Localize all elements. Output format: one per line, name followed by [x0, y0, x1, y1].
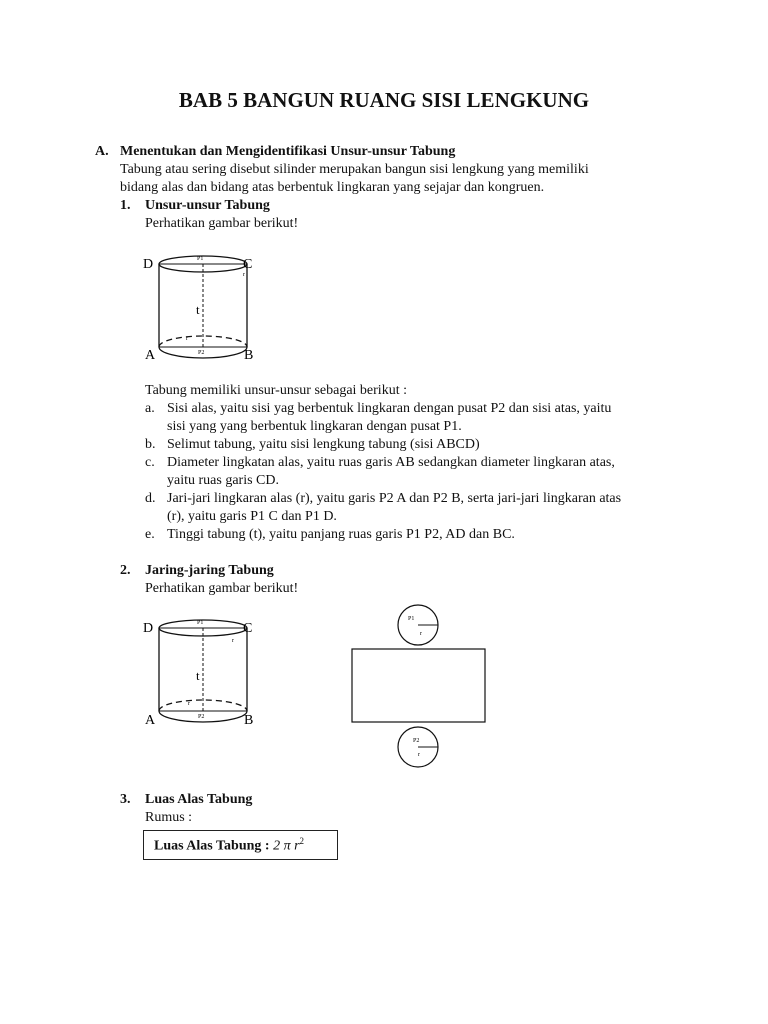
label-r-bottom-2: r	[188, 701, 190, 707]
label-p1-1: P1	[197, 256, 204, 262]
label-t-2: t	[196, 668, 200, 683]
formula-exponent: 2	[299, 836, 305, 846]
label-a-1: A	[145, 348, 156, 363]
formula	[154, 836, 304, 855]
sub1-heading: Unsur-unsur Tabung	[145, 198, 270, 213]
item-c-marker: c.	[145, 455, 155, 470]
page-title: BAB 5 BANGUN RUANG SISI LENGKUNG	[178, 88, 590, 112]
net-label-p2: P2	[413, 738, 420, 744]
label-r-top-2: r	[232, 638, 234, 644]
cylinder-net-figure	[350, 603, 490, 773]
label-t-1: t	[196, 302, 200, 317]
section-a-marker: A.	[95, 144, 109, 159]
item-b-marker: b.	[145, 437, 156, 452]
label-d-1: D	[143, 257, 154, 272]
formula-label: Luas Alas Tabung :	[154, 838, 270, 854]
item-a-line2: sisi yang yang berbentuk lingkaran dengan pusat P1.	[167, 419, 462, 434]
net-rectangle	[352, 649, 485, 722]
sub1-elements-intro: Tabung memiliki unsur-unsur sebagai berikut :	[145, 383, 407, 398]
label-d-2: D	[143, 621, 154, 636]
net-label-r-top: r	[420, 631, 422, 637]
sub2-heading: Jaring-jaring Tabung	[145, 563, 274, 578]
label-p2-2: P2	[198, 714, 205, 720]
sub3-note: Rumus :	[145, 810, 193, 825]
sub1-note: Perhatikan gambar berikut!	[145, 216, 299, 231]
label-r-bottom-1: r	[186, 336, 188, 342]
cylinder-figure-2	[140, 614, 270, 729]
sub2-number: 2.	[120, 563, 131, 578]
label-b-1: B	[244, 348, 254, 363]
item-a-marker: a.	[145, 401, 155, 416]
item-e-line1: Tinggi tabung (t), yaitu panjang ruas garis P1 P2, AD dan BC.	[167, 527, 515, 542]
label-r-top-1: r	[243, 272, 245, 278]
sub3-number: 3.	[120, 792, 131, 807]
item-b-line1: Selimut tabung, yaitu sisi lengkung tabung (sisi ABCD)	[167, 437, 480, 452]
item-e-marker: e.	[145, 527, 155, 542]
formula-expression: 2 π r	[273, 838, 300, 854]
item-c-line2: yaitu ruas garis CD.	[167, 473, 279, 488]
item-d-marker: d.	[145, 491, 156, 506]
label-p1-2: P1	[197, 620, 204, 626]
item-c-line1: Diameter lingkatan alas, yaitu ruas garis AB sedangkan diameter lingkaran atas,	[167, 455, 615, 470]
item-d-line1: Jari-jari lingkaran alas (r), yaitu garis P2 A dan P2 B, serta jari-jari lingkaran atas	[167, 491, 622, 506]
section-a-intro-1: Tabung atau sering disebut silinder merupakan bangun sisi lengkung yang memiliki	[120, 162, 589, 177]
label-c-1: C	[243, 257, 253, 272]
sub1-number: 1.	[120, 198, 131, 213]
cylinder-figure-1	[140, 250, 270, 365]
item-d-line2: (r), yaitu garis P1 C dan P1 D.	[167, 509, 337, 524]
label-b-2: B	[244, 713, 254, 728]
label-c-2: C	[243, 621, 253, 636]
sub2-note: Perhatikan gambar berikut!	[145, 581, 299, 596]
label-p2-1: P2	[198, 350, 205, 356]
section-a-intro-2: bidang alas dan bidang atas berbentuk lingkaran yang sejajar dan kongruen.	[120, 180, 545, 195]
net-label-p1: P1	[408, 616, 415, 622]
sub3-heading: Luas Alas Tabung	[145, 792, 253, 807]
net-label-r-bottom: r	[418, 752, 420, 758]
item-a-line1: Sisi alas, yaitu sisi yag berbentuk lingkaran dengan pusat P2 dan sisi atas, yaitu	[167, 401, 612, 416]
label-a-2: A	[145, 713, 156, 728]
section-a-heading: Menentukan dan Mengidentifikasi Unsur-unsur Tabung	[120, 144, 456, 159]
